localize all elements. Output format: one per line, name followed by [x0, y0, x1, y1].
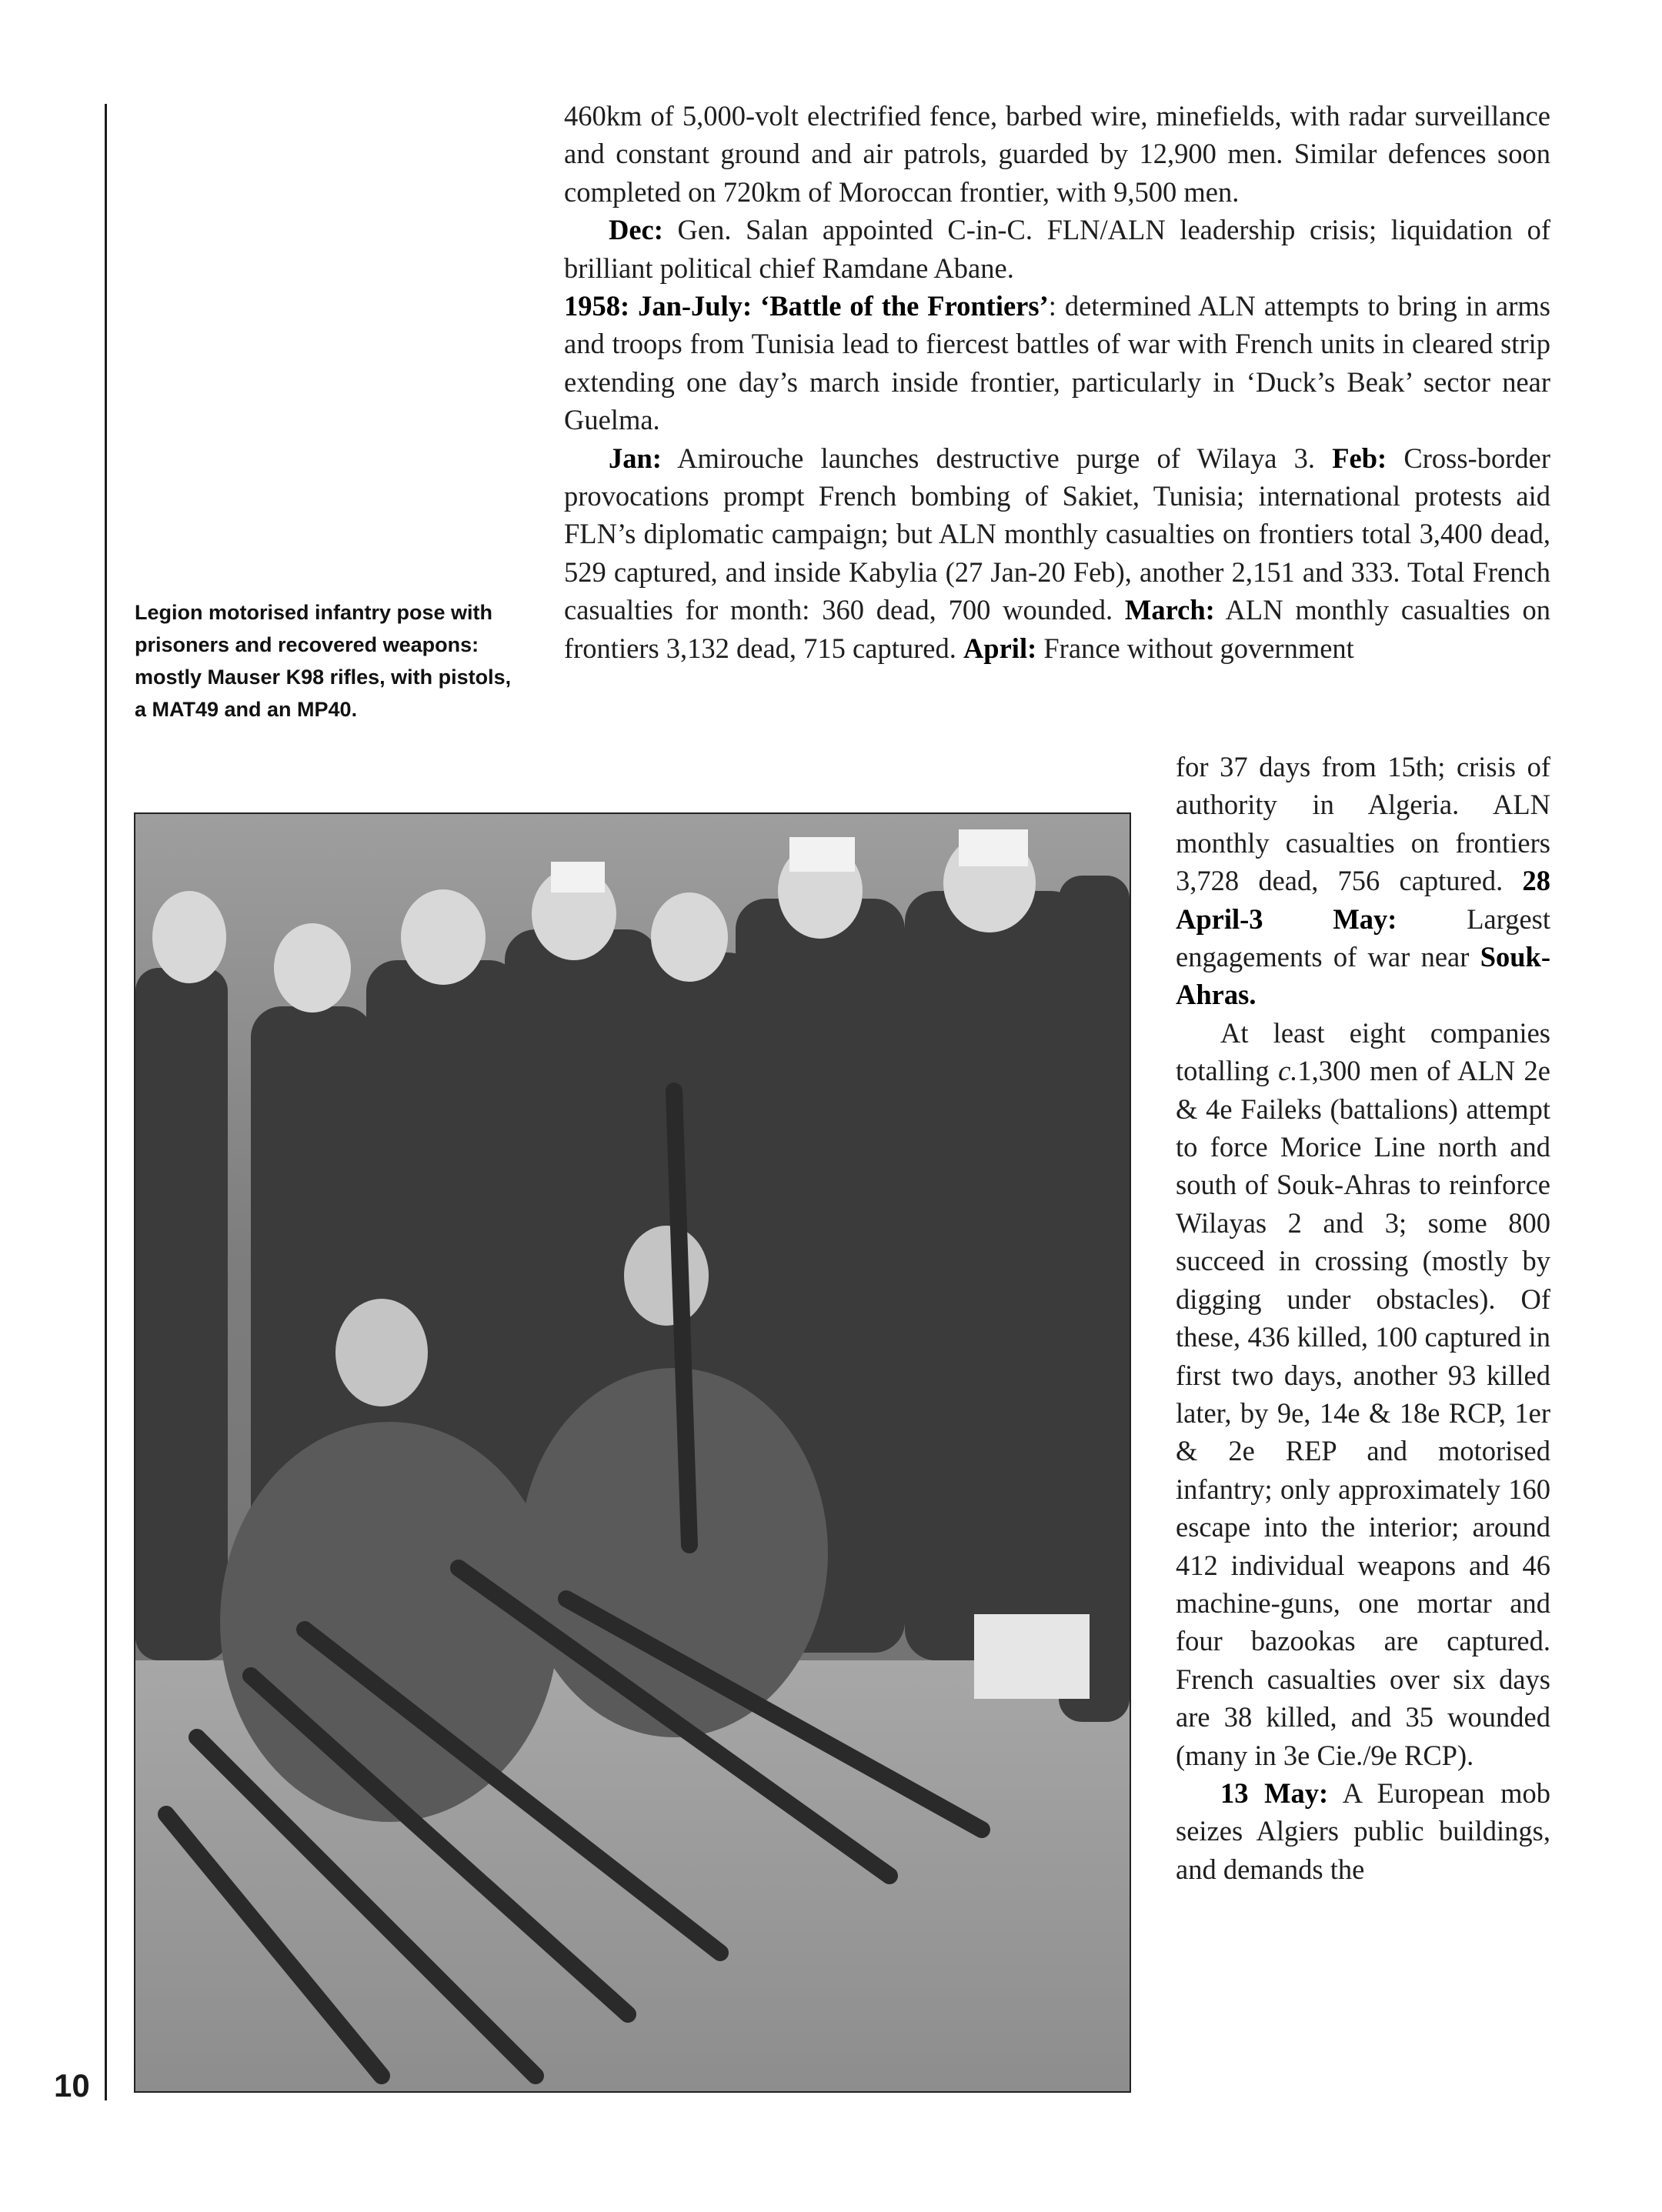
- paragraph-text: Amirouche launches destructive purge of Wilaya 3.: [661, 442, 1333, 474]
- date-label: March:: [1124, 594, 1215, 626]
- paragraph-text: 1,300 men of ALN 2e & 4e Faileks (battalions) attempt to force Morice Line north and south of Souk-Ahras to reinforce Wilayas 2 and 3; some 800 succeed in crossing (mostly by digging under obstacles). Of these, 436 killed, 100 captured in first two days, another 93 killed later, by 9e, 14e & 18e RCP, 1er & 2e REP and motorised infantry; only approximately 160 escape into the interior; around 412 individual weapons and 46 machine-guns, one mortar and four bazookas are captured. French casualties over six days are 38 killed, and 35 wounded (many in 3e Cie./9e RCP).: [1176, 1055, 1550, 1771]
- paragraph-dec: [564, 211, 1550, 287]
- side-text-column: [1176, 748, 1550, 1888]
- paragraph-text: Gen. Salan appointed C-in-C. FLN/ALN leadership crisis; liquidation of brilliant political chief Ramdane Abane.: [564, 214, 1550, 284]
- date-label: Jan:: [609, 442, 662, 474]
- date-label: Feb:: [1332, 442, 1387, 474]
- paragraph-text: France without government: [1036, 632, 1354, 664]
- place-label: Souk-Ahras.: [1176, 941, 1550, 1011]
- photo-caption: Legion motorised infantry pose with prisoners and recovered weapons: mostly Mauser K98 rifles, with pistols, a MAT49 and an MP40.: [135, 601, 512, 721]
- paragraph-april-cont: [1176, 748, 1550, 1014]
- paragraph-text: At least eight companies totalling: [1176, 1016, 1550, 1087]
- paragraph-1958: [564, 287, 1550, 439]
- photo-legion-prisoners: [134, 812, 1131, 2093]
- paragraph-text: 460km of 5,000-volt electrified fence, barbed wire, minefields, with radar surveillance and constant ground and air patrols, guarded by 12,900 men. Similar defences soon completed on 720km of Moroccan frontier, with 9,500 men.: [564, 100, 1550, 208]
- paragraph-fence: [564, 97, 1550, 211]
- page-number: 10: [54, 2067, 90, 2104]
- paragraph-text: ALN monthly casualties on frontiers 3,132 dead, 715 captured.: [564, 594, 1551, 664]
- circa-abbrev: c.: [1278, 1055, 1298, 1087]
- paragraph-companies: [1176, 1014, 1550, 1774]
- date-label: Dec:: [609, 214, 663, 246]
- date-label: April:: [963, 632, 1037, 664]
- margin-rule: [105, 104, 107, 2100]
- date-label: 28 April-3 May:: [1176, 865, 1550, 935]
- paragraph-text: Cross-border provocations prompt French bombing of Sakiet, Tunisia; international protests aid FLN’s diplomatic campaign; but ALN monthly casualties on frontiers total 3,400 dead, 529 captured, and inside Kabylia (27 Jan-20 Feb), another 2,151 and 333. Total French casualties for month: 360 dead, 700 wounded.: [564, 442, 1550, 626]
- paragraph-jan: [564, 439, 1550, 667]
- paragraph-text: for 37 days from 15th; crisis of authority in Algeria. ALN monthly casualties on frontiers 3,728 dead, 756 captured.: [1176, 751, 1550, 897]
- paragraph-text: A European mob seizes Algiers public buildings, and demands the: [1176, 1777, 1550, 1885]
- paragraph-text: : determined ALN attempts to bring in arms and troops from Tunisia lead to fiercest battles of war with French units in cleared strip extending one day’s march inside frontier, particularly in ‘Duck’s Beak’ sector near Guelma.: [564, 290, 1550, 436]
- main-text-column: [564, 97, 1550, 667]
- paragraph-text: Largest engagements of war near: [1176, 902, 1550, 973]
- date-label: 13 May:: [1220, 1777, 1329, 1809]
- paragraph-13-may: [1176, 1774, 1550, 1888]
- photo-illustration: [135, 814, 1130, 2091]
- date-label: 1958: Jan-July: ‘Battle of the Frontiers’: [564, 290, 1049, 322]
